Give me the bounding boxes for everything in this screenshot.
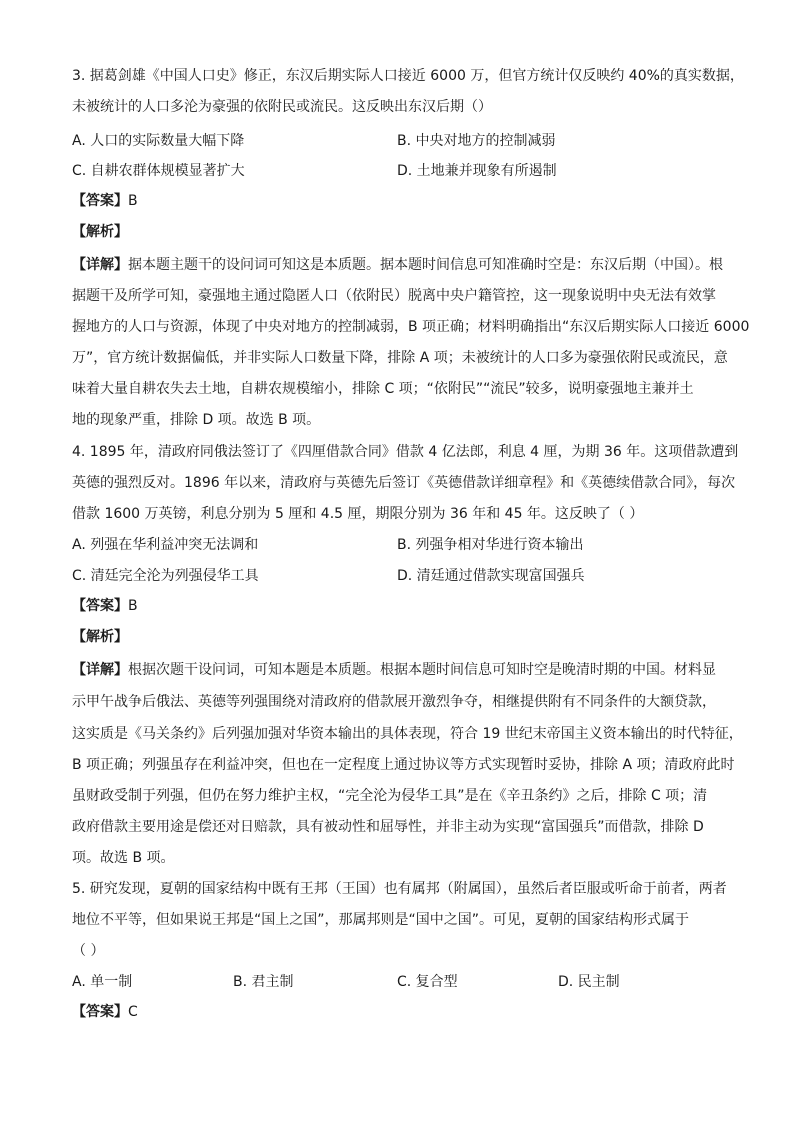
answer-value: B — [128, 193, 138, 209]
q3-analysis-tag — [72, 217, 754, 247]
answer-tag: 【答案】 — [72, 193, 128, 209]
q4-stem-line-1: 4. 1895 年，清政府同俄法签订了《四厘借款合同》借款 4 亿法郎，利息 4 厘，为期 36 年。这项借款遭到 — [72, 444, 739, 460]
q3-detail-line-5: 味着大量自耕农失去土地，自耕农规模缩小，排除 C 项；“依附民”“流民”较多，说明豪强地主兼并土 — [72, 381, 694, 397]
q3-option-b: B. 中央对地方的控制减弱 — [397, 133, 556, 149]
q5-stem-line-1: 5. 研究发现，夏朝的国家结构中既有王邦（王国）也有属邦（附属国），虽然后者臣服或听命于前者，两者 — [72, 881, 727, 897]
q4-detail-line-3: 这实质是《马关条约》后列强加强对华资本输出的具体表现，符合 19 世纪末帝国主义资本输出的时代特征， — [72, 726, 743, 742]
q3-detail-line-3: 握地方的人口与资源，体现了中央对地方的控制减弱，B 项正确；材料明确指出“东汉后期实际人口接近 6000 — [72, 319, 750, 335]
q3-detail-line-2: 据题干及所学可知，豪强地主通过隐匿人口（依附民）脱离中央户籍管控，这一现象说明中央无法有效掌 — [72, 288, 716, 304]
q4-stem-line-2: 英德的强烈反对。1896 年以来，清政府与英德先后签订《英德借款详细章程》和《英德续借款合同》，每次 — [72, 475, 736, 491]
q4-detail-line-6: 政府借款主要用途是偿还对日赔款，具有被动性和屈辱性，并非主动为实现“富国强兵”而借款，排除 D — [72, 819, 704, 835]
analysis-tag: 【解析】 — [72, 224, 128, 240]
q3-option-d: D. 土地兼并现象有所遏制 — [397, 163, 557, 179]
q4-option-a: A. 列强在华利益冲突无法调和 — [72, 537, 259, 553]
q3-stem-line-2: 未被统计的人口多沦为豪强的依附民或流民。这反映出东汉后期（） — [72, 99, 492, 115]
q4-analysis-tag — [72, 622, 754, 652]
q3-option-c: C. 自耕农群体规模显著扩大 — [72, 163, 245, 179]
q4-detail-line-4: B 项正确；列强虽存在利益冲突，但也在一定程度上通过协议等方式实现暂时妥协，排除 A 项；清政府此时 — [72, 757, 735, 773]
detail-tag: 【详解】 — [72, 257, 128, 273]
q5-stem-line-3: （ ） — [72, 943, 105, 959]
answer-tag: 【答案】 — [72, 1004, 128, 1020]
q5-option-d: D. 民主制 — [558, 974, 620, 990]
q4-detail-line-2: 示甲午战争后俄法、英德等列强围绕对清政府的借款展开激烈争夺，相继提供附有不同条件的大额贷款， — [72, 694, 716, 710]
q3-stem-line-1: 3. 据葛剑雄《中国人口史》修正，东汉后期实际人口接近 6000 万，但官方统计仅反映约 40%的真实数据， — [72, 68, 744, 84]
answer-value: C — [128, 1004, 138, 1020]
q3-detail-line-6: 地的现象严重，排除 D 项。故选 B 项。 — [72, 412, 321, 428]
q3-detail-line-1 — [72, 250, 754, 280]
q5-option-c: C. 复合型 — [397, 974, 458, 990]
q3-answer — [72, 186, 754, 216]
q4-stem-line-3: 借款 1600 万英镑，利息分别为 5 厘和 4.5 厘，期限分别为 36 年和 45 年。这反映了（ ） — [72, 506, 644, 522]
q4-option-d: D. 清廷通过借款实现富国强兵 — [397, 568, 585, 584]
q5-option-b: B. 君主制 — [233, 974, 294, 990]
q4-detail-line-7: 项。故选 B 项。 — [72, 850, 175, 866]
q4-answer — [72, 591, 754, 621]
analysis-tag: 【解析】 — [72, 629, 128, 645]
q3-detail-line-4: 万”，官方统计数据偏低，并非实际人口数量下降，排除 A 项；未被统计的人口多为豪强依附民或流民，意 — [72, 350, 728, 366]
q4-detail-line-5: 虽财政受制于列强，但仍在努力维护主权，“完全沦为侵华工具”是在《辛丑条约》之后，排除 C 项；清 — [72, 788, 708, 804]
q4-detail-line-1 — [72, 655, 754, 685]
q4-option-b: B. 列强争相对华进行资本输出 — [397, 537, 584, 553]
q5-option-a: A. 单一制 — [72, 974, 133, 990]
q4-option-c: C. 清廷完全沦为列强侵华工具 — [72, 568, 259, 584]
detail-tag: 【详解】 — [72, 662, 128, 678]
detail-text: 根据次题干设问词，可知本题是本质题。根据本题时间信息可知时空是晚清时期的中国。材料显 — [128, 662, 716, 678]
q3-option-a: A. 人口的实际数量大幅下降 — [72, 133, 245, 149]
q5-stem-line-2: 地位不平等，但如果说王邦是“国上之国”，那属邦则是“国中之国”。可见，夏朝的国家结构形式属于 — [72, 912, 690, 928]
answer-tag: 【答案】 — [72, 598, 128, 614]
detail-text: 据本题主题干的设问词可知这是本质题。据本题时间信息可知准确时空是：东汉后期（中国）。根 — [128, 257, 723, 273]
q5-answer — [72, 997, 754, 1027]
answer-value: B — [128, 598, 138, 614]
